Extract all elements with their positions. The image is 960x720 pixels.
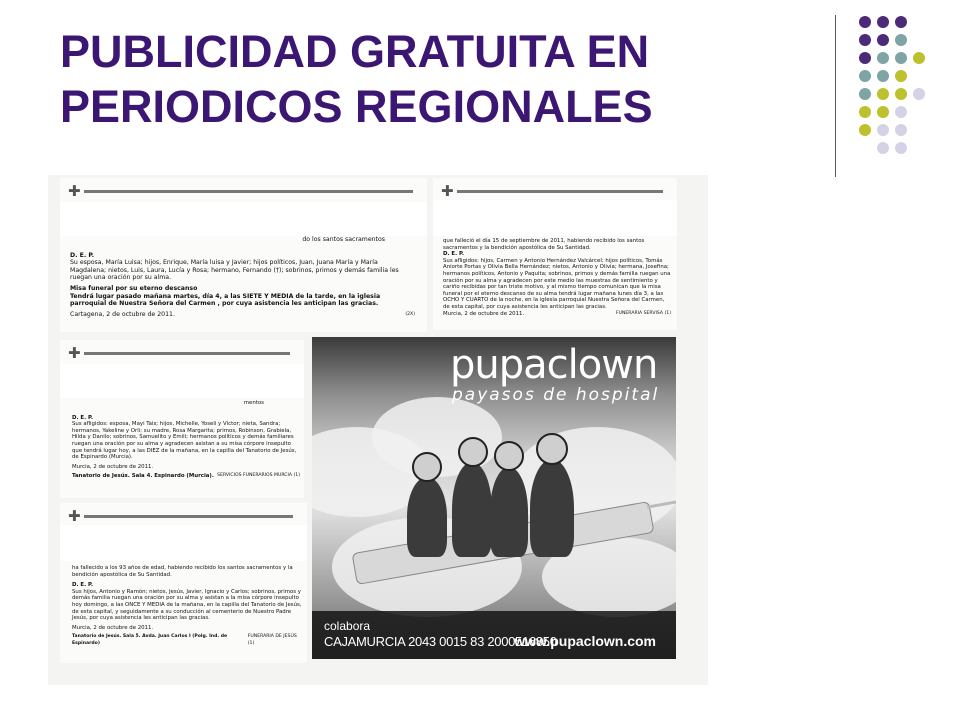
notice-1-text [70,236,415,318]
title-divider [835,15,836,177]
notice-footer [70,311,415,319]
notice-ref: (2X) [405,311,415,317]
obituary-notice-3 [60,340,304,498]
notice-4-text [72,565,302,648]
notice-intro: que falleció el día 15 de septiembre de 2011, habiendo recibido los santos sacramentos y la bendición apostólica de Su Santidad. [443,238,645,251]
redacted-area [60,525,307,561]
notice-date: Cartagena, 2 de octubre de 2011. [70,310,175,318]
obituary-notice-2 [433,178,677,330]
decor-dot [895,16,907,28]
decor-dot [877,16,889,28]
obituary-notice-1 [60,178,427,332]
redacted-area [433,200,677,236]
decor-dot [859,52,871,64]
notice-date: Murcia, 2 de octubre de 2011. [72,624,154,631]
cross-icon: ✚ [68,507,81,525]
slide-title-line-2: PERIODICOS REGIONALES [60,81,653,132]
decor-dot [895,124,907,136]
notice-date: Murcia, 2 de octubre de 2011. [443,310,525,317]
decor-dot [895,88,907,100]
decor-dot [877,142,889,154]
notice-2-text [443,238,671,317]
ad-website: www.pupaclown.com [514,633,656,649]
pupaclown-advertisement [312,337,676,659]
clown-head [412,452,442,482]
decor-dot [877,34,889,46]
decor-dot [859,34,871,46]
notice-funeral-body: Tendrá lugar pasado mañana martes, día 4, a las SIETE Y MEDIA de la tarde, en la iglesia parroquial de Nuestra Señora del Carmen , por cuya asistencia les anticipan las gracias. [70,292,381,308]
clown-figure [490,467,528,557]
notice-body: Sus afligidos: esposa, Mayi Tais; hijos, Michelle, Yoseli y Víctor; nieta, Sandra; hermanos, Yakeline y Orli; su madre, Rosa Margarita; primos, Robinson, Grabiela, Hilda y Danilo; sobrinos, Samuelito y Emili; hermanos políticos y demás familiares ruegan una oración por su alma y agradecen asistan a su misa córpore insepulto que tendrá lugar hoy, a las DIEZ de la mañana, en la capilla del Tanatorio de Jesús, de Espinardo (Murcia). [72,421,297,461]
notice-body: Sus afligidos: hijos, Carmen y Antonio Hernández Valcárcel; hijos políticos, Tomás Aniorte Portas y Olivia Bella Hernández; nietos, Antonio y Olivia; hermana, Josefina; hermanos políticos, Antonio y Paquita; sobrinos, primos y demás familia ruegan una oración por su alma y agradecen por este medio las muestras de sentimiento y cariño recibidas por tan triste motivo, y al mismo tiempo comunican que la misa funeral por el eterno descanso de su alma tendrá lugar mañana lunes día 3, a las OCHO Y CUARTO de la noche, en la iglesia parroquial Nuestra Señora del Carmen, de esta capital, por cuya asistencia les anticipan las gracias. [443,257,671,310]
redacted-area [60,364,304,398]
decor-dot [895,70,907,82]
notice-funeraria: SERVICIOS FUNERARIOS MURCIA [217,473,293,479]
decor-dot [895,106,907,118]
clown-head [458,437,488,467]
cross-icon: ✚ [68,344,81,362]
decor-dot [913,52,925,64]
notice-funeral-heading: Misa funeral por su eterno descanso [70,284,198,292]
notice-ref: (1) [664,310,671,316]
obituary-notice-4 [60,503,307,663]
decor-dot [859,70,871,82]
notice-ref: (1) [247,640,255,646]
notice-rule [457,190,663,193]
notice-header-right: mentos [243,400,264,406]
slide-title [60,24,800,134]
notice-body: Su esposa, María Luisa; hijos, Enrique, María luisa y Javier; hijos políticos, Juan, Juana María y María Magdalena; nietos, Luis, Laura, Lucía y Rosa; hermano, Fernando (†); sobrinos, primos y demás familia les ruegan una oración por su alma. [70,259,399,282]
decor-dot [895,34,907,46]
notice-ref: (1) [293,473,300,479]
decor-dot [859,16,871,28]
dep-label: D. E. P. [72,414,94,421]
notice-funeraria: FUNERARIA SERVISA [615,310,664,316]
notice-date: Murcia, 2 de octubre de 2011. [72,463,154,470]
decor-dot [859,88,871,100]
notice-header-right: do los santos sacramentos [302,236,385,243]
clown-head [494,441,524,471]
ad-tagline: payasos de hospital [452,385,660,405]
decor-dot [859,106,871,118]
slide-title-line-1: PUBLICIDAD GRATUITA EN [60,26,650,77]
ad-bank-account: CAJAMURCIA 2043 0015 83 2000516850 [324,634,557,649]
decor-dot [913,88,925,100]
clown-figure [452,462,492,557]
notice-rule [84,190,413,193]
cross-icon: ✚ [441,182,454,200]
notice-rule [84,515,293,518]
cross-icon: ✚ [68,182,81,200]
decor-dot [859,124,871,136]
clown-head [536,433,568,465]
decor-dot [877,52,889,64]
notice-body: Sus hijos, Antonio y Ramón; nietos, Jesús, Javier, Ignacio y Carlos; sobrinos, primos y demás familia ruegan una oración por su alma y asistan a la misa córpore insepulto hoy domingo, a las ONCE Y MEDIA de la mañana, en la capilla del Tanatorio de Jesús, de esta capital, y seguidamente a su conducción al cementerio de Nuestro Padre Jesús, por cuya asistencia les anticipan las gracias. [72,588,302,622]
decor-dot [877,106,889,118]
notice-intro: ha fallecido a los 93 años de edad, habiendo recibido los santos sacramentos y la bendición apostólica de Su Santidad. [72,565,293,578]
decor-dot [877,88,889,100]
notice-funeraria: FUNERARIA DE JESÚS [247,634,297,640]
decor-dot [877,70,889,82]
decor-dot [895,52,907,64]
decor-dot [895,142,907,154]
notice-3-text [72,400,300,480]
notice-footer [443,311,671,318]
dep-label: D. E. P. [70,251,95,259]
clown-figure [530,459,574,557]
dep-label: D. E. P. [443,251,465,258]
notice-footer [72,634,302,647]
notice-footer [72,473,300,480]
ad-colabora-label: colabora [324,619,371,633]
redacted-area [60,202,427,236]
ad-brand-logo: pupaclown [450,342,658,388]
notice-tanatorio: Tanatorio de Jesús. Sala 5. Avda. Juan Carlos I (Polg. Ind. de Espinardo) [72,634,228,646]
decor-dot [877,124,889,136]
decorative-dot-grid [855,14,931,158]
dep-label: D. E. P. [72,582,94,589]
notice-tanatorio: Tanatorio de Jesús. Sala 4. Espinardo (Murcia). [72,473,214,480]
clown-figure [407,477,447,557]
notice-rule [84,352,290,355]
